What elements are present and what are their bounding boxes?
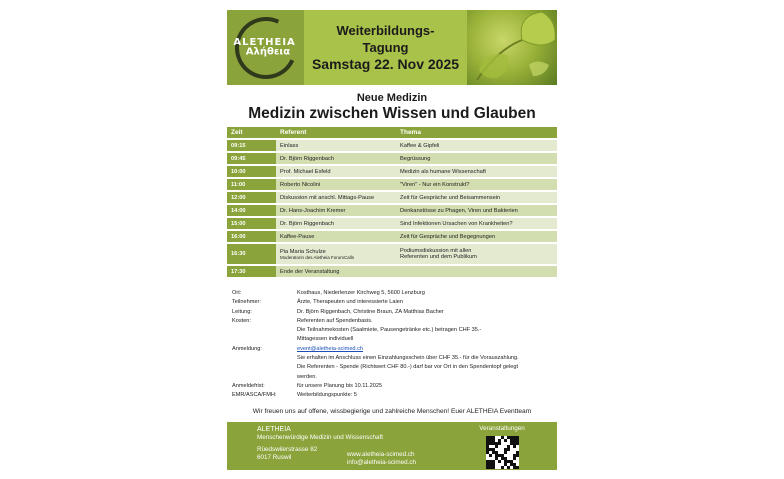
info-row-kosten-3 [232, 335, 552, 344]
row-topic: Medizin als humane Wissenschaft [396, 166, 557, 177]
title-line-2: Tagung [362, 40, 409, 55]
row-topic [396, 244, 557, 264]
logo-ring-icon [226, 8, 305, 87]
info-value: Dr. Björn Riggenbach, Christine Braun, ZA Matthias Bacher [297, 308, 444, 315]
row-time: 10:00 [227, 166, 276, 177]
row-speaker: Kaffee-Pause [276, 231, 396, 242]
info-row-anmeldung-4 [232, 373, 552, 382]
event-info [232, 289, 552, 401]
registration-email-link[interactable]: event@aletheia-scimed.ch [297, 345, 363, 352]
row-speaker: Dr. Björn Riggenbach [276, 218, 396, 229]
footer [227, 422, 557, 470]
row-speaker: Dr. Hans-Joachim Kremer [276, 205, 396, 216]
welcome-message: Wir freuen uns auf offene, wissbegierige und zahlreiche Menschen! Euer ALETHEIA Eventteam [252, 408, 532, 415]
info-value: für unsere Planung bis 10.11.2025 [297, 382, 383, 389]
row-topic: "Viren" - Nur ein Konstrukt? [396, 179, 557, 190]
row-topic: Zeit für Gespräche und Beisammensein [396, 192, 557, 203]
row-time: 16:30 [227, 244, 276, 264]
footer-org: ALETHEIA [257, 426, 291, 433]
table-row [227, 231, 557, 242]
row-topic [396, 266, 557, 277]
info-row-anmeldung-3 [232, 363, 552, 372]
row-topic: Begrüssung [396, 153, 557, 164]
table-row [227, 192, 557, 203]
info-row-frist [232, 382, 552, 391]
event-date: Samstag 22. Nov 2025 [311, 56, 460, 72]
info-row-teilnehmer [232, 298, 552, 307]
footer-city: 6017 Ruswil [257, 454, 292, 461]
table-row [227, 179, 557, 190]
row-speaker: Dr. Björn Riggenbach [276, 153, 396, 164]
logo-text-latin: ALETHEIA [232, 36, 295, 48]
row-speaker-name: Pia Maria Schulze [280, 248, 326, 255]
footer-events [467, 425, 537, 469]
event-subtitle: Neue Medizin [356, 92, 428, 104]
info-value: Die Referenten - Spende (Richtwert CHF 80.-) darf bar vor Ort in den Spendentopf gelegt [297, 364, 519, 371]
info-value: werden. [297, 373, 317, 380]
row-time: 12:00 [227, 192, 276, 203]
row-time: 17:30 [227, 266, 276, 277]
logo-text-greek: Αλήθεια [245, 46, 290, 58]
info-label: Anmeldung: [232, 345, 262, 352]
col-header-speaker: Referent [280, 129, 307, 136]
footer-contact [347, 451, 416, 467]
row-topic-line-1: Podiumsdiskussion mit allen [400, 248, 472, 254]
row-topic: Kaffee & Gipfeli [396, 140, 557, 151]
col-header-time: Zeit [231, 129, 243, 136]
row-time: 16:00 [227, 231, 276, 242]
table-row [227, 153, 557, 164]
table-row [227, 140, 557, 151]
table-header [227, 127, 557, 138]
header-title-block [304, 10, 467, 85]
info-value: Referenten auf Spendenbasis. [297, 317, 373, 324]
row-speaker: Ende der Veranstaltung [276, 266, 396, 277]
qr-code-icon[interactable] [486, 436, 519, 469]
info-value: Ärzte, Therapeuten und interessierte Laien [297, 299, 403, 306]
ginkgo-leaf-icon [467, 10, 557, 85]
info-value: Die Teilnahmekosten (Saalmiete, Pausengetränke etc.) betragen CHF 35.- [297, 327, 482, 334]
row-speaker-role: Moderatorin des Aletheia ForumCalls [280, 254, 355, 260]
info-row-anmeldung [232, 345, 552, 354]
row-speaker: Einlass [276, 140, 396, 151]
info-label: Anmeldefrist: [232, 382, 265, 389]
info-value: Weiterbildungspunkte: 5 [297, 392, 357, 399]
info-label: Leitung: [232, 308, 252, 315]
title-line-1: Weiterbildungs- [336, 23, 435, 38]
info-row-kosten [232, 317, 552, 326]
info-value: Mittagessen individuell [297, 336, 354, 343]
info-label: Ort: [232, 290, 242, 296]
table-row [227, 218, 557, 229]
event-main-title: Medizin zwischen Wissen und Glauben [248, 105, 536, 122]
col-header-topic: Thema [400, 129, 421, 136]
info-label: Teilnehmer: [232, 299, 261, 306]
footer-org-sub: Menschenwürdige Medizin und Wissenschaft [257, 434, 383, 441]
info-row-leitung [232, 308, 552, 317]
row-speaker: Prof. Michael Esfeld [276, 166, 396, 177]
row-speaker [276, 244, 396, 264]
info-row-anmeldung-2 [232, 354, 552, 363]
row-time: 09:15 [227, 140, 276, 151]
program-table [227, 127, 557, 277]
table-row [227, 244, 557, 264]
info-value: Sie erhalten im Anschluss einen Einzahlungsschein über CHF 35.- für die Vorauszahlung. [297, 355, 519, 362]
info-value: Kosthaus, Niederlenzer Kirchweg 5, 5600 Lenzburg [297, 290, 425, 296]
info-row-emr [232, 391, 552, 400]
table-row [227, 205, 557, 216]
ginkgo-leaf-image [467, 10, 557, 85]
info-label: Kosten: [232, 317, 251, 324]
row-time: 14:00 [227, 205, 276, 216]
aletheia-logo [227, 10, 304, 85]
footer-email-link[interactable]: info@aletheia-scimed.ch [347, 459, 417, 466]
flyer-page [227, 10, 557, 470]
table-row [227, 166, 557, 177]
row-topic: Denkanstösse zu Phagen, Viren und Bakterien [396, 205, 557, 216]
row-time: 11:00 [227, 179, 276, 190]
footer-street: Rüedswilerstrasse 82 [257, 446, 318, 453]
footer-events-label: Veranstaltungen [479, 425, 525, 432]
row-time: 15:00 [227, 218, 276, 229]
row-speaker: Roberto Nicolini [276, 179, 396, 190]
info-row-kosten-2 [232, 326, 552, 335]
row-topic: Zeit für Gespräche und Begegnungen [396, 231, 557, 242]
row-topic: Sind Infektionen Ursachen von Krankheiten? [396, 218, 557, 229]
row-speaker: Diskussion mit anschl. Mittags-Pause [276, 192, 396, 203]
info-label: EMR/ASCA/FMH: [232, 392, 277, 399]
info-row-ort [232, 289, 552, 298]
footer-website-link[interactable]: www.aletheia-scimed.ch [347, 451, 415, 458]
row-topic-line-2: Referenten und dem Publikum [400, 254, 477, 260]
row-time: 09:45 [227, 153, 276, 164]
table-row [227, 266, 557, 277]
